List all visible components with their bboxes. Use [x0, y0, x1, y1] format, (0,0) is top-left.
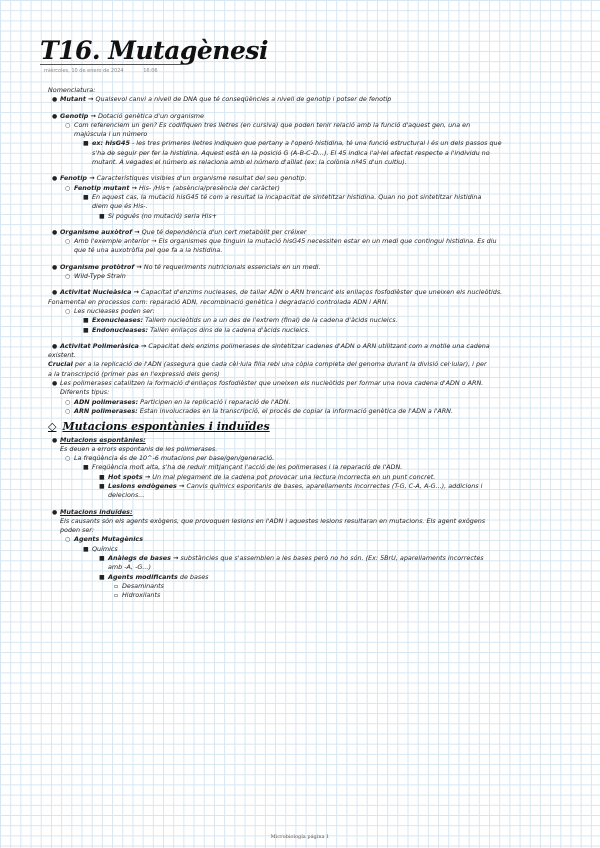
term-label: Mutacions induïdes:	[60, 507, 133, 516]
bullet-icon: ●	[52, 289, 58, 297]
term-label: Crucial	[48, 360, 73, 369]
line-gap	[48, 221, 596, 228]
bullet-icon: ●	[52, 175, 58, 183]
note-line	[48, 121, 596, 130]
bullet-icon: ○	[65, 238, 71, 246]
line-text: mutant. A vegades el número es relaciona amb el número d'aïllat (ex: la colònia nº45 d'un cultiu).	[92, 158, 407, 167]
bullet-icon: ○	[65, 184, 71, 192]
note-line	[48, 130, 596, 139]
bullet-icon: ■	[83, 140, 89, 148]
note-line	[48, 316, 596, 325]
note-line	[48, 445, 596, 454]
bullet-icon: ■	[99, 482, 105, 490]
term-label: Activitat Nucleàsica →	[60, 288, 139, 297]
note-line	[48, 246, 596, 255]
page-title: T16. Mutagènesi	[40, 36, 268, 65]
line-gap	[48, 281, 596, 288]
bullet-icon: ●	[52, 380, 58, 388]
note-line	[48, 554, 596, 563]
line-text: La freqüència és de 10^-6 mutacions per base/gen/generació.	[74, 454, 275, 463]
line-text: En aquest cas, la mutació hisG45 té com a resultat la incapacitat de sintetitzar histidina. Quan no pot sintetitzar histidina	[92, 192, 482, 201]
note-line	[48, 370, 596, 379]
line-text: s'ha de seguir per fer la histidina. Aquest està en la posició G (A-B-C-D...). El 45 indica l'al·lel afectat respecte a l'individu no	[92, 148, 490, 157]
note-line	[48, 517, 596, 526]
note-line	[48, 491, 596, 500]
bullet-icon: ■	[99, 212, 105, 220]
line-text: His- /His+ (absència/presència del caràcter)	[139, 183, 280, 192]
page-date: miércoles, 10 de enero de 2024	[44, 68, 124, 74]
line-text: Els causants són els agents exògens, que provoquen lesions en l'ADN i aquestes lesions resultaran en mutacions. Els agent exògens	[60, 516, 486, 525]
term-label: Anàlegs de bases →	[108, 554, 179, 563]
line-text: Hidroxilants	[122, 591, 161, 600]
term-label: ex: hisG45	[92, 139, 130, 148]
note-line	[48, 202, 596, 211]
bullet-icon: ▫	[114, 592, 119, 600]
line-gap	[48, 167, 596, 174]
line-text: Capacitat d'enzims nucleases, de tallar ADN o ARN trencant els enllaços fosfodièster que uneixen els nucleòtids.	[141, 288, 503, 297]
bullet-icon: ▫	[114, 582, 119, 590]
diamond-icon: ◇	[48, 420, 57, 434]
line-gap	[48, 256, 596, 263]
bullet-icon: ●	[52, 436, 58, 444]
note-line	[48, 307, 596, 316]
note-line	[48, 237, 596, 246]
note-line	[48, 212, 596, 221]
bullet-icon: ■	[99, 573, 105, 581]
term-label: Exonucleases:	[92, 316, 144, 325]
note-line	[48, 112, 596, 121]
note-line	[48, 342, 596, 351]
bullet-icon: ○	[65, 536, 71, 544]
line-text: Amb l'exemple anterior → Els organismes que tinguin la mutació hisG45 necessiten estar en un medi que contingui histidina. Es diu	[74, 237, 497, 246]
note-line	[48, 591, 596, 600]
note-line	[48, 228, 596, 237]
bullet-icon: ○	[65, 407, 71, 415]
line-text: Desaminants	[122, 581, 164, 590]
note-line	[48, 436, 596, 445]
bullet-icon: ●	[52, 96, 58, 104]
note-line	[48, 563, 596, 572]
title-underline	[40, 64, 185, 65]
line-text: Canvis químics espontanis de bases, aparellaments incorrectes (T-G, C-A, A-G...), addicions i	[186, 481, 483, 490]
note-line	[48, 454, 596, 463]
note-line	[48, 379, 596, 388]
line-gap	[48, 105, 596, 112]
term-label: ARN polimerases:	[74, 406, 138, 415]
line-text: Si pogués (no mutació) seria His+	[108, 211, 218, 220]
section-heading-text: Mutacions espontànies i induïdes	[62, 420, 270, 434]
line-text: Participen en la replicació i reparació de l'ADN.	[140, 397, 291, 406]
page-meta	[44, 68, 176, 74]
line-text: Wild-Type Strain	[74, 272, 126, 281]
note-line	[48, 174, 596, 183]
bullet-icon: ■	[83, 464, 89, 472]
bullet-icon: ■	[83, 193, 89, 201]
line-text: Un mal plegament de la cadena pot provocar una lectura incorrecta en un punt concret.	[152, 472, 436, 481]
note-line	[48, 139, 596, 148]
term-label: Mutacions espontànies:	[60, 435, 146, 444]
line-text: Estan involucrades en la transcripció, el procés de copiar la informació genètica de l'ADN a l'ARN.	[139, 406, 453, 415]
term-label: Endonucleases:	[92, 325, 149, 334]
term-label: Agents Mutagènics	[74, 535, 144, 544]
note-line	[48, 526, 596, 535]
note-line	[48, 482, 596, 491]
note-line	[48, 582, 596, 591]
term-label: Hot spots →	[108, 472, 151, 481]
term-label: Genotip →	[60, 111, 96, 120]
bullet-icon: ■	[99, 473, 105, 481]
note-line	[48, 535, 596, 544]
line-text: a la transcripció (primer pas en l'expressió dels gens)	[48, 369, 220, 378]
line-text: - les tres primeres lletres indiquen que pertany a l'operó histidina, té una funció estructural i és un dels passos que	[131, 139, 502, 148]
note-line	[48, 463, 596, 472]
bullet-icon: ○	[65, 121, 71, 129]
note-line	[48, 272, 596, 281]
bullet-icon: ■	[83, 545, 89, 553]
line-text: Tallen enllaços dins de la cadena d'àcids nucleics.	[150, 325, 310, 334]
note-line	[48, 545, 596, 554]
line-text: poden ser:	[60, 526, 95, 535]
line-text: Nomenclatura:	[48, 86, 96, 94]
section-heading	[48, 420, 596, 434]
note-line	[48, 573, 596, 582]
note-line	[48, 360, 596, 369]
line-text: Es deuen a errors espontanis de les polimerases.	[60, 444, 218, 453]
line-text: Capacitat dels enzims polimerases de sintetitzar cadenes d'ADN o ARN utilitzant com a motlle una cadena	[148, 341, 490, 350]
term-label: Organisme auxòtrof →	[60, 227, 140, 236]
line-text: Tallem nucleòtids un a un des de l'extrem (final) de la cadena d'àcids nucleics.	[145, 316, 398, 325]
line-text: amb -A, -G...)	[108, 563, 151, 572]
bullet-icon: ○	[65, 307, 71, 315]
line-text: substàncies que s'assemblen a les bases però no ho són. (Ex: 5BrU, aparellaments incorrectes	[180, 554, 484, 563]
note-line	[48, 407, 596, 416]
bullet-icon: ○	[65, 398, 71, 406]
note-line	[48, 158, 596, 167]
term-label: Agents modificants	[108, 572, 178, 581]
line-text: que té una auxotròfia pel que fa a la histidina.	[74, 246, 223, 255]
note-line	[48, 388, 596, 397]
bullet-icon: ●	[52, 342, 58, 350]
bullet-icon: ●	[52, 508, 58, 516]
term-label: Organisme protòtrof →	[60, 262, 142, 271]
line-text: Que té dependència d'un cert metabòlit per créixer	[141, 227, 307, 236]
line-text: Freqüència molt alta, s'ha de reduir mitjançant l'acció de les polimerases i la reparació de l'ADN.	[92, 463, 403, 472]
term-label: Mutant →	[60, 95, 94, 104]
note-line	[48, 473, 596, 482]
line-text: Fonamental en processos com: reparació ADN, recombinació genètica i degradació controlada ADN i ARN.	[48, 297, 389, 306]
page-time: 16:06	[143, 68, 158, 74]
note-line	[48, 288, 596, 297]
page-footer: Microbiología página 1	[270, 834, 330, 840]
line-text: majúscula i un número	[74, 130, 148, 139]
bullet-icon: ●	[52, 112, 58, 120]
bullet-icon: ○	[65, 273, 71, 281]
line-text: Les nucleases poden ser:	[74, 306, 155, 315]
note-line	[48, 95, 596, 104]
line-text: delecions...	[108, 491, 145, 500]
bullet-icon: ●	[52, 228, 58, 236]
line-text: Com referenciem un gen? Es codifiquen tres lletres (en cursiva) que poden tenir relació amb la funció d'aquest gen, una en	[74, 120, 471, 129]
line-gap	[48, 335, 596, 342]
term-label: Fenotip →	[60, 174, 95, 183]
line-text: Diferents tipus:	[60, 388, 110, 397]
bullet-icon: ■	[83, 326, 89, 334]
term-label: Lesions endògenes →	[108, 481, 185, 490]
bullet-icon: ■	[83, 317, 89, 325]
line-text: existent.	[48, 351, 76, 360]
line-text: diem que és His-.	[92, 202, 148, 211]
note-line	[48, 398, 596, 407]
note-line	[48, 184, 596, 193]
line-text: Característiques visibles d'un organisme resultat del seu genotip.	[96, 174, 307, 183]
note-line	[48, 508, 596, 517]
bullet-icon: ■	[99, 555, 105, 563]
line-text: per a la replicació de l'ADN (assegura que cada cèl·lula filla rebi una còpia completa del genoma durant la divisió cel·lular), i per	[74, 360, 487, 369]
note-line	[48, 298, 596, 307]
note-line	[48, 263, 596, 272]
line-text: de bases	[179, 572, 209, 581]
term-label: Fenotip mutant →	[74, 183, 137, 192]
note-body	[48, 86, 596, 601]
line-text: No té requeriments nutricionals essencials en un medi.	[143, 262, 321, 271]
note-line	[48, 351, 596, 360]
bullet-icon: ○	[65, 455, 71, 463]
term-label: ADN polimerases:	[74, 397, 139, 406]
bullet-icon: ●	[52, 263, 58, 271]
line-text: Dotació genètica d'un organisme	[97, 111, 204, 120]
term-label: Activitat Polimeràsica →	[60, 341, 147, 350]
note-line	[48, 193, 596, 202]
line-text: Qualsevol canvi a nivell de DNA que té conseqüències a nivell de genotip i potser de fenotip	[95, 95, 392, 104]
note-line	[48, 86, 596, 95]
line-text: Les polimerases catalitzen la formació d'enllaços fosfodièster que uneixen els nucleòtids per formar una nova cadena d'ADN o ARN.	[60, 379, 484, 388]
line-text: Químics	[92, 544, 118, 553]
note-line	[48, 149, 596, 158]
line-gap	[48, 501, 596, 508]
note-line	[48, 326, 596, 335]
